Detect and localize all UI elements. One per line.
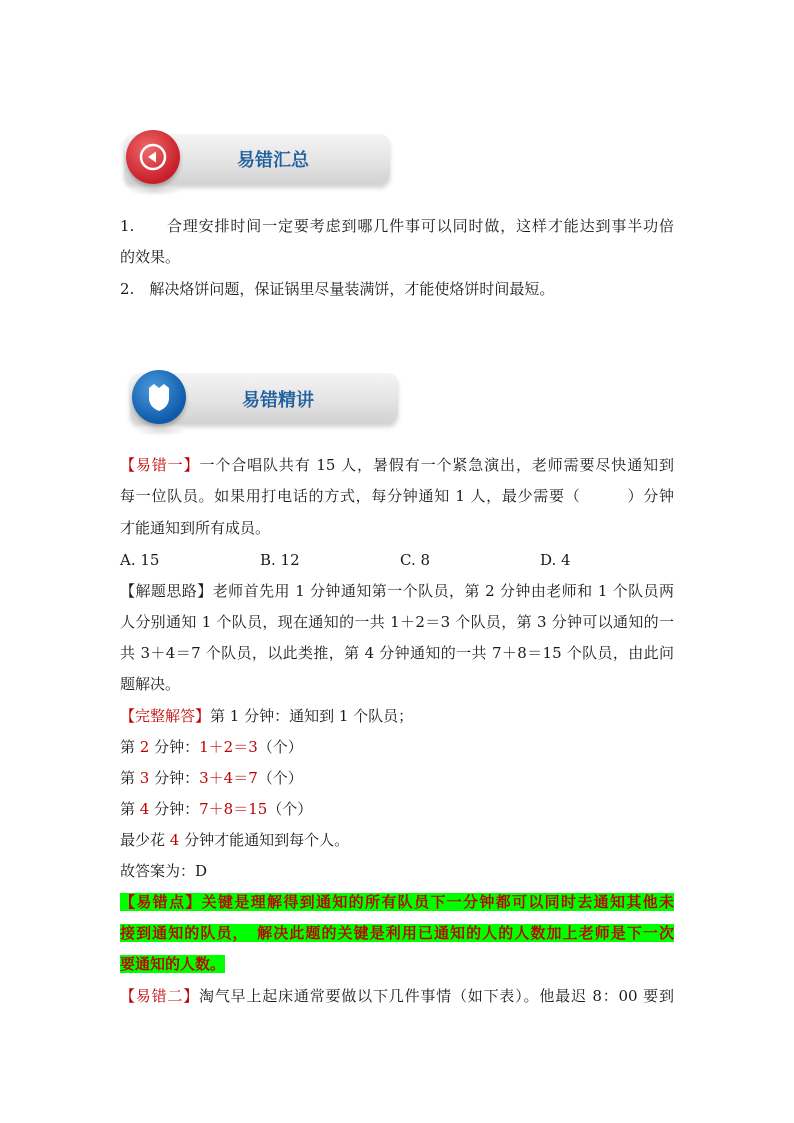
back-arrow-icon [126, 130, 180, 184]
section-title-2: 易错精讲 [242, 390, 314, 411]
answer-line-1: 【完整解答】第 1 分钟：通知到 1 个队员； [120, 707, 414, 725]
option-a: A. 15 [120, 551, 160, 569]
answer-step-3: 第 4 分钟：7＋8＝15（个） [120, 800, 313, 818]
banner-reflection [128, 186, 182, 196]
option-b: B. 12 [260, 551, 300, 569]
thinking-line-1: 【解题思路】老师首先用 1 分钟通知第一个队员，第 2 分钟由老师和 1 个队员两 [120, 582, 674, 600]
question-1-line-2: 每一位队员。如果用打电话的方式，每分钟通知 1 人，最少需要（ ）分钟 [120, 487, 674, 505]
option-d: D. 4 [540, 551, 571, 569]
error-point-line-3: 要通知的人数。 [120, 955, 226, 973]
error-point-line-2: 接到通知的队员， 解决此题的关键是利用已通知的人的人数加上老师是下一次 [120, 924, 674, 942]
shield-icon [132, 370, 186, 424]
question-1-line-3: 才能通知到所有成员。 [120, 519, 271, 537]
answer-step-1: 第 2 分钟：1＋2＝3（个） [120, 738, 303, 756]
question-1-line-1: 【易错一】一个合唱队共有 15 人，暑假有一个紧急演出，老师需要尽快通知到 [120, 456, 674, 474]
answer-summary: 最少花 4 分钟才能通知到每个人。 [120, 831, 350, 849]
section-title-1: 易错汇总 [237, 150, 309, 171]
answer-step-2: 第 3 分钟：3＋4＝7（个） [120, 769, 303, 787]
list-item-1: 1. 合理安排时间一定要考虑到哪几件事可以同时做，这样才能达到事半功倍 [120, 217, 674, 235]
error-point-line-1: 【易错点】关键是理解得到通知的所有队员下一分钟都可以同时去通知其他未 [120, 893, 674, 911]
banner-reflection [134, 426, 188, 436]
thinking-line-4: 题解决。 [120, 675, 181, 693]
list-item-2: 2. 解决烙饼问题，保证锅里尽量装满饼，才能使烙饼时间最短。 [120, 280, 555, 298]
answer-final: 故答案为：D [120, 862, 208, 880]
thinking-line-2: 人分别通知 1 个队员，现在通知的一共 1＋2＝3 个队员，第 3 分钟可以通知的一 [120, 613, 674, 631]
answer-options [120, 550, 680, 570]
option-c: C. 8 [400, 551, 431, 569]
thinking-line-3: 共 3＋4＝7 个队员，以此类推，第 4 分钟通知的一共 7＋8＝15 个队员，由此问 [120, 644, 674, 662]
question-2-line-1: 【易错二】淘气早上起床通常要做以下几件事情（如下表）。他最迟 8：00 要到 [120, 987, 674, 1005]
list-item-1-cont: 的效果。 [120, 248, 181, 266]
